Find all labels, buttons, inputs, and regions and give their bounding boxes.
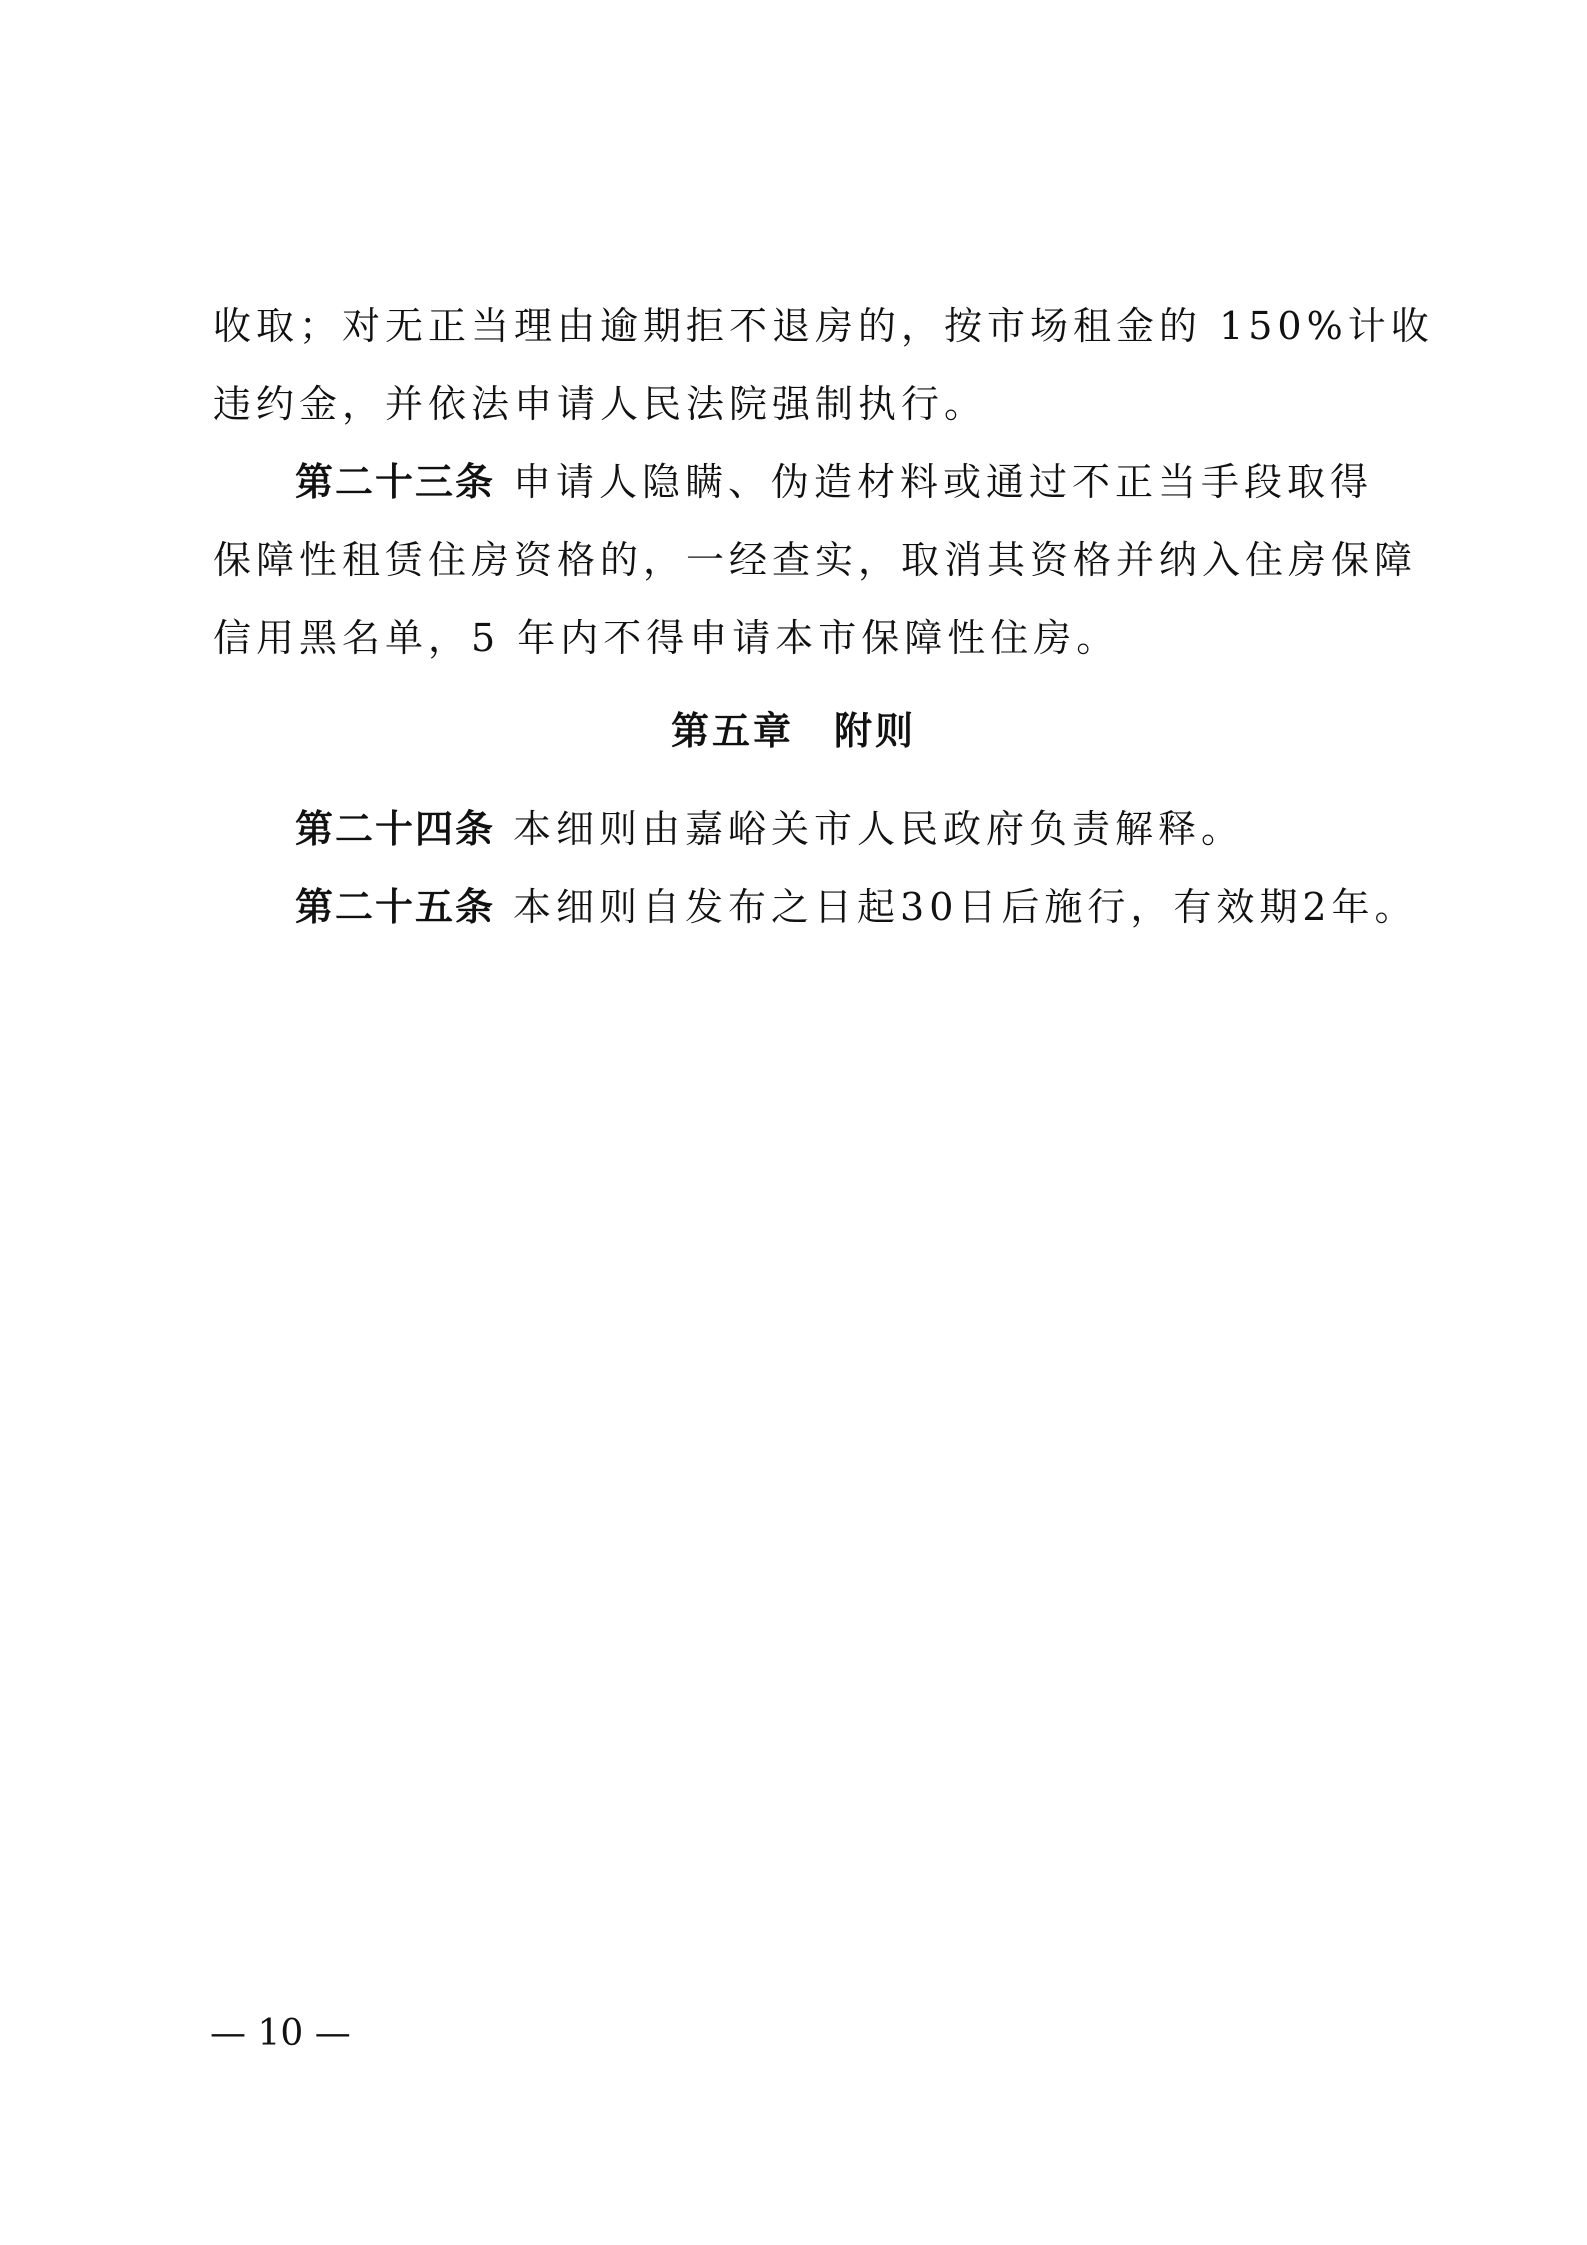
chapter-title: 附则 (834, 709, 917, 753)
body-text-line: 信用黑名单，5 年内不得申请本市保障性住房。 (213, 616, 1120, 660)
article-25-heading: 第二十五条 (295, 885, 496, 929)
article-25-line (295, 883, 1475, 931)
article-23-line (295, 458, 1475, 506)
chapter-number: 第五章 (670, 709, 794, 753)
article-24-line (295, 805, 1475, 853)
chapter-heading (0, 707, 1587, 755)
article-23-heading: 第二十三条 (295, 460, 496, 504)
article-24-heading: 第二十四条 (295, 807, 496, 851)
body-text-line: 保障性租赁住房资格的，一经查实，取消其资格并纳入住房保障 (213, 538, 1418, 582)
article-23-text: 申请人隐瞒、伪造材料或通过不正当手段取得 (513, 460, 1374, 504)
article-25-text: 本细则自发布之日起30日后施行，有效期2年。 (513, 885, 1418, 929)
article-24-text: 本细则由嘉峪关市人民政府负责解释。 (513, 807, 1245, 851)
page-number: — 10 — (210, 2013, 351, 2054)
body-text-line: 违约金，并依法申请人民法院强制执行。 (213, 382, 988, 426)
body-text-line: 收取；对无正当理由逾期拒不退房的，按市场租金的 150%计收 (213, 304, 1434, 348)
